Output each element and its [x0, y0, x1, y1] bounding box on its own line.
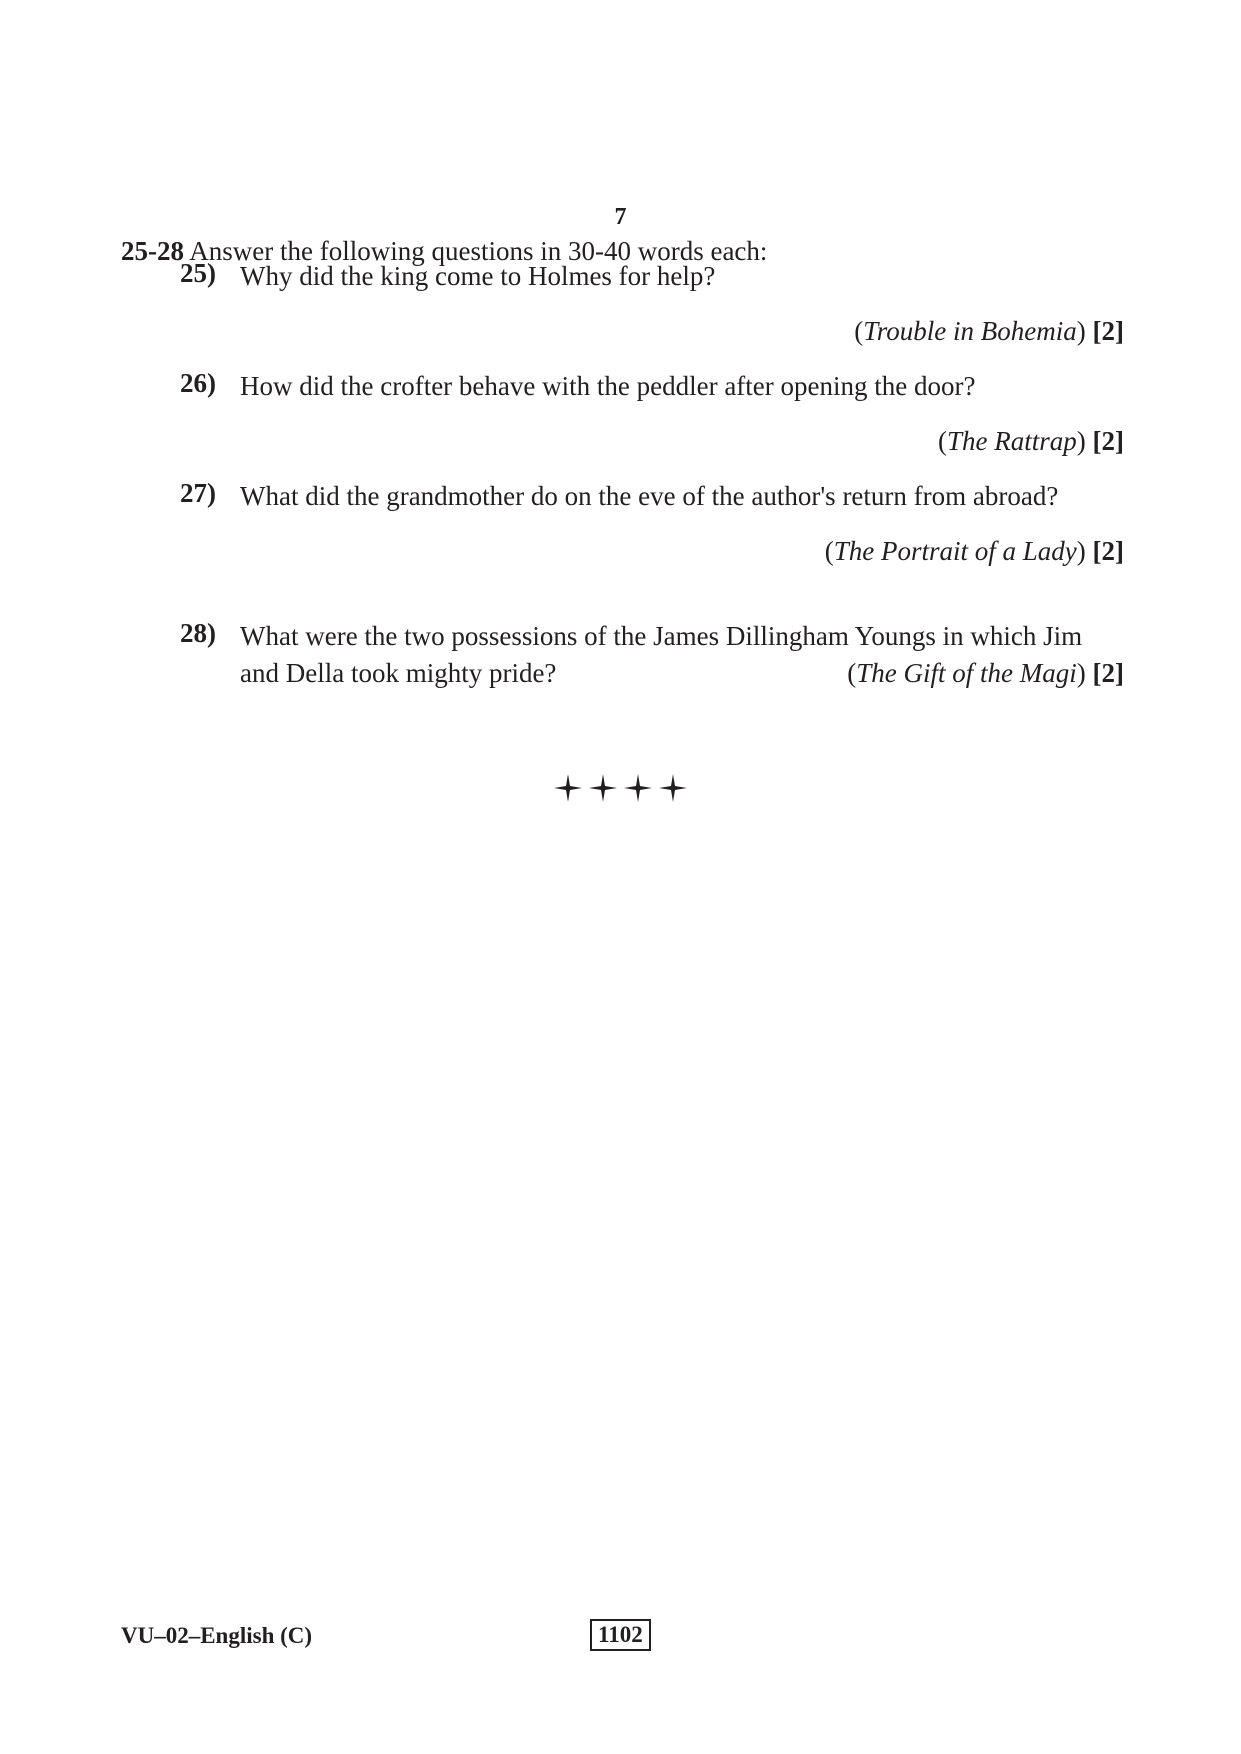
question-source: Trouble in Bohemia — [863, 316, 1077, 346]
end-ornament — [0, 772, 1241, 809]
question-number: 27) — [180, 478, 216, 508]
question-26 — [180, 368, 1124, 460]
question-marks: [2] — [1092, 426, 1124, 456]
section-range: 25-28 — [121, 236, 184, 266]
question-text — [240, 618, 1124, 692]
question-source: The Rattrap — [947, 426, 1077, 456]
question-text: Why did the king come to Holmes for help? — [240, 261, 716, 291]
page-number: 7 — [614, 204, 627, 230]
question-marks: [2] — [1092, 658, 1124, 688]
question-source: The Portrait of a Lady — [833, 536, 1077, 566]
question-source-line: (The Portrait of a Lady) [2] — [824, 536, 1124, 566]
question-source: The Gift of the Magi — [856, 658, 1077, 688]
question-source-line: (The Gift of the Magi) [2] — [847, 658, 1124, 688]
question-source-line: (The Rattrap) [2] — [938, 426, 1124, 456]
four-star-ornament-icon — [551, 772, 691, 804]
question-marks: [2] — [1092, 536, 1124, 566]
question-text: How did the crofter behave with the peddler after opening the door? — [240, 371, 976, 401]
question-28 — [180, 618, 1124, 692]
question-source-line: (Trouble in Bohemia) [2] — [854, 316, 1124, 346]
question-number: 25) — [180, 258, 216, 288]
question-marks: [2] — [1092, 316, 1124, 346]
question-27 — [180, 478, 1124, 570]
question-number: 28) — [180, 618, 216, 648]
question-text: What did the grandmother do on the eve of the author's return from abroad? — [240, 481, 1059, 511]
paper-box-code: 1102 — [590, 1619, 651, 1651]
question-text-line-2: and Della took mighty pride? — [240, 658, 557, 688]
question-text-line-1: What were the two possessions of the James Dillingham Youngs in which Jim — [240, 621, 1083, 651]
paper-code: VU–02–English (C) — [121, 1623, 313, 1648]
section-instruction: Answer the following questions in 30-40 words each: — [189, 236, 768, 266]
question-text-line-2-row — [240, 655, 1124, 692]
question-25 — [180, 258, 1124, 350]
question-number: 26) — [180, 368, 216, 398]
